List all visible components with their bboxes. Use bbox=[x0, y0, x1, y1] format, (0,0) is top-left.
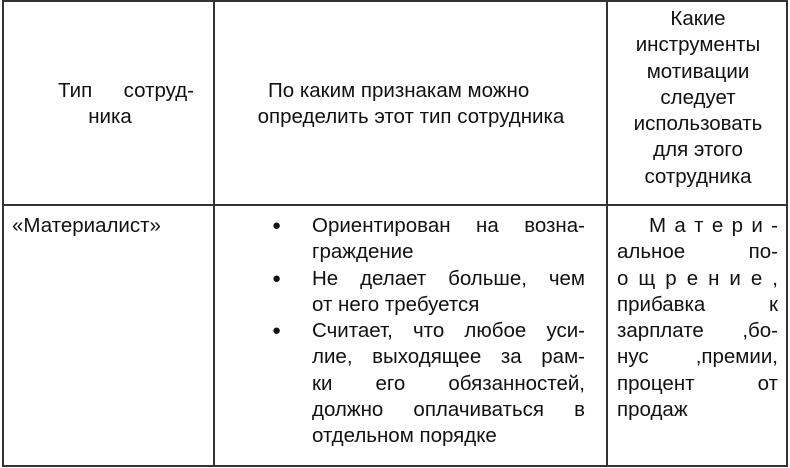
table-border-left bbox=[2, 0, 4, 467]
sign-list-item bbox=[272, 266, 585, 319]
sign-text-line: Считает, что любое уси- bbox=[312, 319, 585, 343]
header-text-line: сотрудника bbox=[644, 164, 752, 188]
tools-text-line: прибавка к bbox=[617, 292, 778, 316]
sign-text-line: должно оплачиваться в bbox=[312, 398, 585, 422]
bullet-icon: ● bbox=[272, 269, 282, 287]
column-divider-1 bbox=[213, 0, 215, 467]
sign-text-line: от него требуется bbox=[312, 292, 480, 316]
tools-text-line: М а т е р и - bbox=[649, 214, 778, 237]
header-signs bbox=[220, 78, 602, 131]
header-text-line: Какие bbox=[670, 7, 726, 30]
header-motivation-tools bbox=[610, 6, 786, 190]
header-text-line: мотивации bbox=[646, 59, 750, 83]
header-text-line: инструменты bbox=[635, 33, 761, 57]
motivation-tools-cell bbox=[617, 213, 778, 423]
header-text-line: По каким признакам можно bbox=[268, 79, 530, 102]
sign-list-item bbox=[272, 318, 585, 449]
sign-text-line: ки его обязанностей, bbox=[312, 371, 585, 395]
header-text-line: определить этот тип сотрудника bbox=[257, 105, 565, 129]
sign-text-line: отдельном порядке bbox=[312, 424, 497, 448]
tools-text-line: продаж bbox=[617, 398, 688, 422]
sign-text-line: граждение bbox=[312, 240, 414, 264]
header-text-line: использовать bbox=[633, 112, 763, 136]
bullet-icon: ● bbox=[272, 217, 282, 234]
tools-text-line: нус ,премии, bbox=[617, 345, 778, 369]
table-border-top bbox=[2, 0, 788, 2]
header-employee-type bbox=[58, 78, 194, 131]
sign-text-line: лие, выходящее за рам- bbox=[312, 345, 585, 369]
header-text-line: для этого bbox=[653, 138, 743, 162]
employee-type-cell bbox=[12, 213, 161, 239]
header-text-line: следует bbox=[660, 85, 736, 109]
tools-text-line: о щ р е н и е , bbox=[617, 266, 778, 290]
header-text-line: ника bbox=[88, 105, 132, 129]
tools-text-line: альное по- bbox=[617, 240, 778, 264]
bullet-icon: ● bbox=[272, 322, 282, 340]
sign-list-item bbox=[272, 213, 585, 266]
header-divider bbox=[2, 204, 788, 206]
table-border-right bbox=[786, 0, 788, 467]
tools-text-line: зарплате ,бо- bbox=[617, 319, 778, 343]
tools-text-line: процент от bbox=[617, 371, 778, 395]
column-divider-2 bbox=[606, 0, 608, 467]
header-text-line: Тип сотруд- bbox=[58, 79, 194, 102]
sign-text-line: Не делает больше, чем bbox=[312, 266, 585, 290]
signs-cell bbox=[272, 213, 585, 450]
table-border-bottom bbox=[2, 465, 788, 467]
employee-type-text: «Материалист» bbox=[12, 214, 161, 237]
sign-text-line: Ориентирован на возна- bbox=[312, 214, 585, 237]
